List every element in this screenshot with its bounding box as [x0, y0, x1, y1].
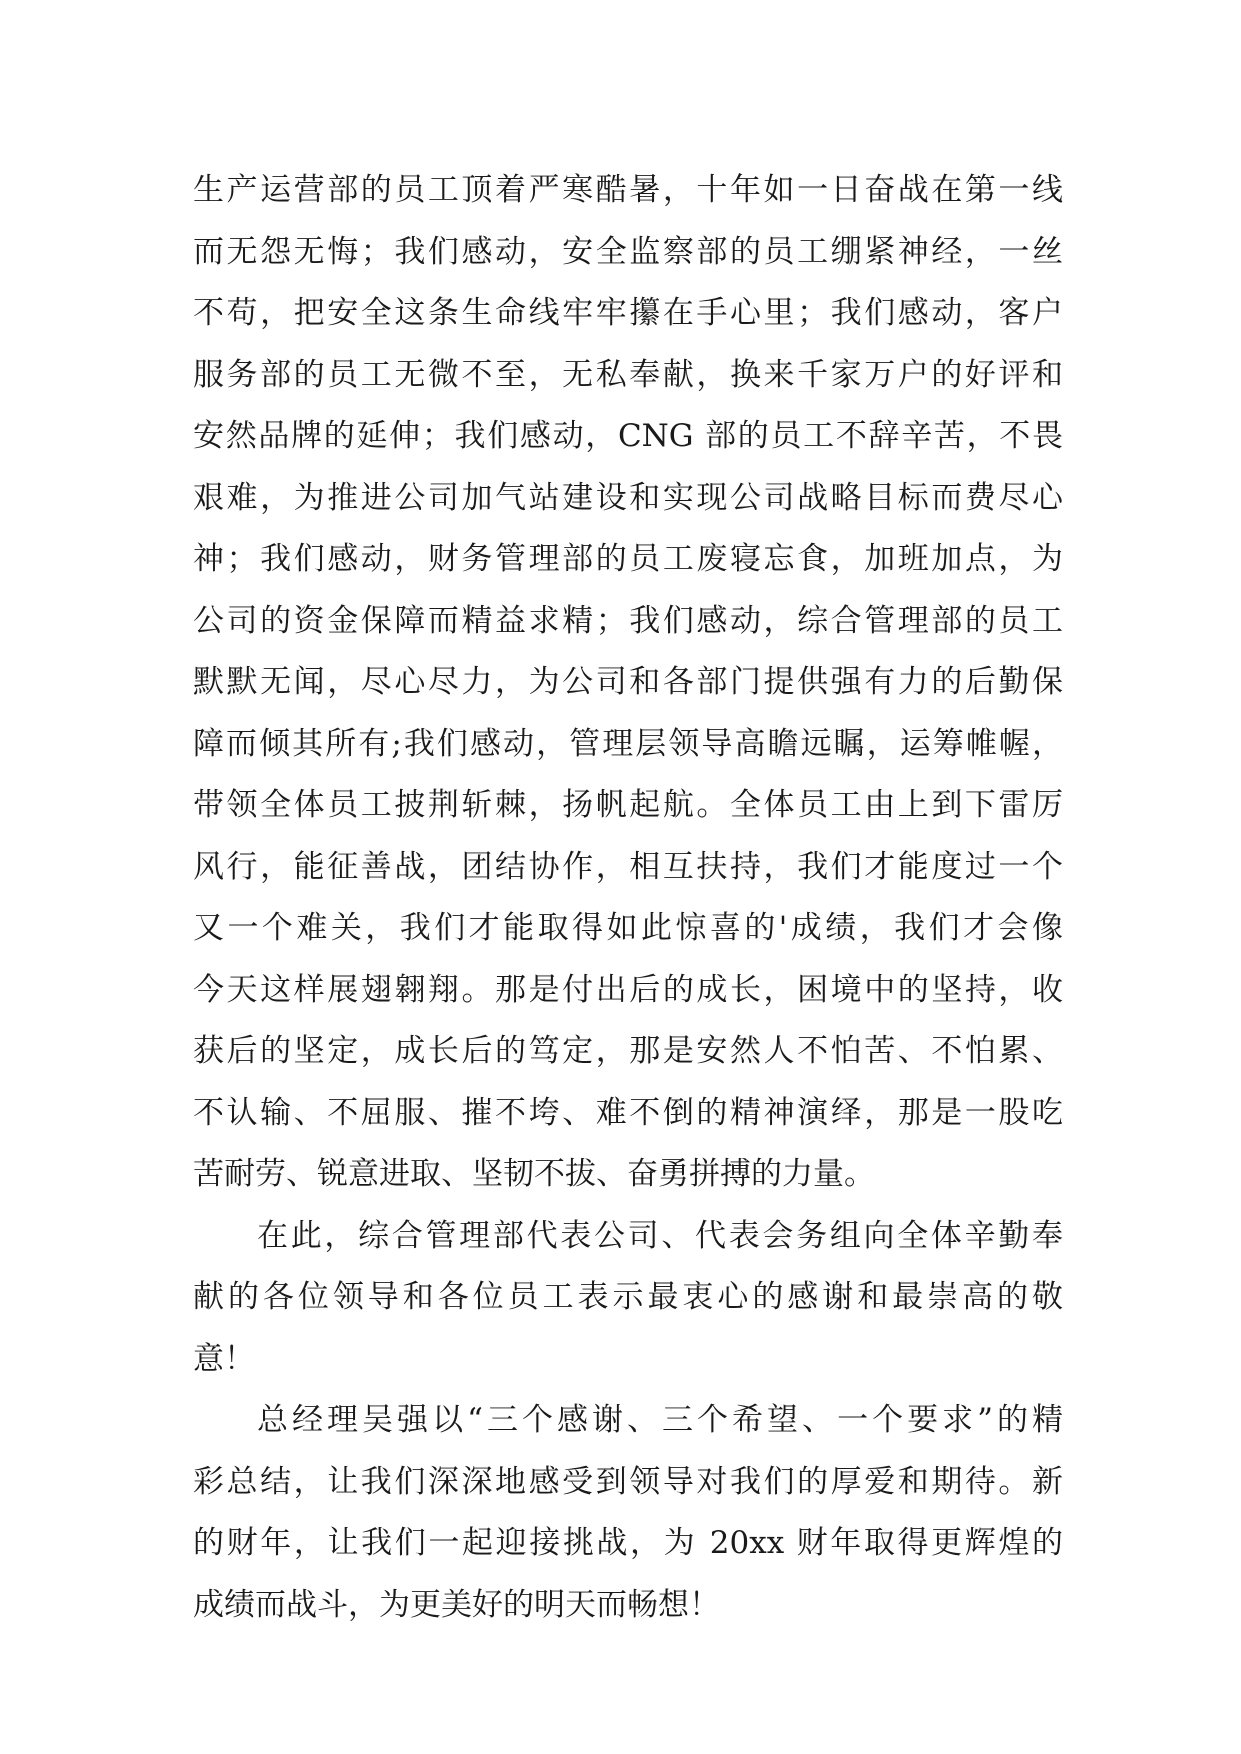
- text-line: 献的各位领导和各位员工表示最衷心的感谢和最崇高的敬: [193, 1279, 1063, 1315]
- text-line: 意！: [193, 1340, 255, 1377]
- text-line: 公司的资金保障而精益求精；我们感动，综合管理部的员工: [193, 602, 1063, 639]
- text-line: 安然品牌的延伸；我们感动，CNG 部的员工不辞辛苦，不畏: [193, 418, 1063, 454]
- paragraph-1: [193, 160, 1063, 1206]
- text-line: 默默无闻，尽心尽力，为公司和各部门提供强有力的后勤保: [193, 664, 1063, 700]
- text-line: 艰难，为推进公司加气站建设和实现公司战略目标而费尽心: [193, 479, 1063, 516]
- text-line: 总经理吴强以“三个感谢、三个希望、一个要求”的精: [257, 1402, 1063, 1438]
- text-line: 带领全体员工披荆斩棘，扬帆起航。全体员工由上到下雷厉: [193, 787, 1063, 823]
- text-line: 苦耐劳、锐意进取、坚韧不拔、奋勇拼搏的力量。: [193, 1156, 875, 1192]
- text-line: 在此，综合管理部代表公司、代表会务组向全体辛勤奉: [257, 1217, 1063, 1254]
- paragraph-2: [193, 1206, 1063, 1391]
- text-line: 今天这样展翅翱翔。那是付出后的成长，困境中的坚持，收: [193, 971, 1063, 1008]
- text-line: 不认输、不屈服、摧不垮、难不倒的精神演绎，那是一股吃: [193, 1094, 1063, 1131]
- text-line: 障而倾其所有;我们感动，管理层领导高瞻远瞩，运筹帷幄，: [193, 725, 1063, 762]
- text-line: 成绩而战斗，为更美好的明天而畅想！: [193, 1586, 720, 1623]
- body-text: [193, 160, 1063, 1636]
- text-line: 而无怨无悔；我们感动，安全监察部的员工绷紧神经，一丝: [193, 233, 1063, 270]
- text-line: 风行，能征善战，团结协作，相互扶持，我们才能度过一个: [193, 848, 1063, 885]
- text-line: 不苟，把安全这条生命线牢牢攥在手心里；我们感动，客户: [193, 295, 1063, 331]
- text-line: 获后的坚定，成长后的笃定，那是安然人不怕苦、不怕累、: [193, 1033, 1063, 1069]
- text-line: 彩总结，让我们深深地感受到领导对我们的厚爱和期待。新: [193, 1463, 1063, 1500]
- text-line: 服务部的员工无微不至，无私奉献，换来千家万户的好评和: [193, 356, 1063, 393]
- text-line: 又一个难关，我们才能取得如此惊喜的'成绩，我们才会像: [193, 910, 1063, 946]
- paragraph-3: [193, 1390, 1063, 1636]
- text-line: 生产运营部的员工顶着严寒酷暑，十年如一日奋战在第一线: [193, 172, 1063, 208]
- text-line: 的财年，让我们一起迎接挑战，为 20xx 财年取得更辉煌的: [193, 1525, 1063, 1561]
- text-line: 神；我们感动，财务管理部的员工废寝忘食，加班加点，为: [193, 541, 1063, 577]
